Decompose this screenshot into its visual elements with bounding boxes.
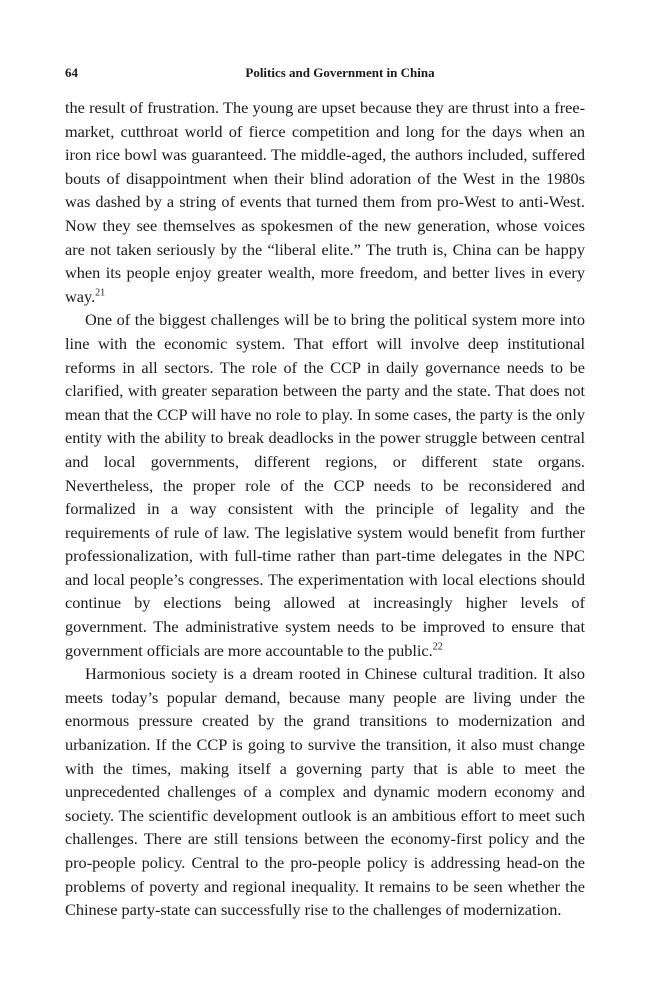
paragraph-3 <box>65 662 585 922</box>
body-text <box>65 96 585 922</box>
book-page <box>65 62 585 922</box>
paragraph-text: One of the biggest challenges will be to bring the political system more into line with the economic system. That effort will involve deep institutional reforms in all sectors. The role of the CCP in daily governance needs to be clarified, with greater separation between the party and the state. That does not mean that the CCP will have no role to play. In some cases, the party is the only entity with the ability to break deadlocks in the power struggle between central and local governments, different regions, or different state organs. Nevertheless, the proper role of the CCP needs to be reconsidered and formalized in a way consistent with the principle of legality and the requirements of rule of law. The legislative system would benefit from further professionalization, with full-time rather than part-time delegates in the NPC and local people’s congresses. The experimentation with local elections should continue by elections being allowed at increasingly higher levels of government. The administrative system needs to be improved to ensure that government officials are more accountable to the public. <box>65 310 585 660</box>
paragraph-text: the result of frustration. The young are upset because they are thrust into a free-market, cutthroat world of fierce competition and long for the days when an iron rice bowl was guaranteed. The middle-aged, the authors included, suffered bouts of disappointment when their blind adoration of the West in the 1980s was dashed by a string of events that turned them from pro-West to anti-West. Now they see themselves as spokesmen of the new generation, whose voices are not taken seriously by the “liberal elite.” The truth is, China can be happy when its people enjoy greater wealth, more freedom, and better lives in every way. <box>65 98 585 306</box>
running-header <box>65 62 585 84</box>
footnote-reference: 22 <box>432 641 443 653</box>
paragraph-text: Harmonious society is a dream rooted in Chinese cultural tradition. It also meets today’s popular demand, because many people are living under the enormous pressure created by the grand transitions to modernization and urbanization. If the CCP is going to survive the transition, it also must change with the times, making itself a governing party that is able to meet the unprecedented challenges of a complex and dynamic modern economy and society. The scientific development outlook is an ambitious effort to meet such challenges. There are still tensions between the economy-first policy and the pro-people policy. Central to the pro-people policy is addressing head-on the problems of poverty and regional inequality. It remains to be seen whether the Chinese party-state can successfully rise to the challenges of modernization. <box>65 664 585 920</box>
paragraph-1 <box>65 96 585 308</box>
footnote-reference: 21 <box>95 287 106 299</box>
paragraph-2 <box>65 308 585 662</box>
page-number: 64 <box>65 65 78 80</box>
running-title: Politics and Government in China <box>245 65 435 80</box>
